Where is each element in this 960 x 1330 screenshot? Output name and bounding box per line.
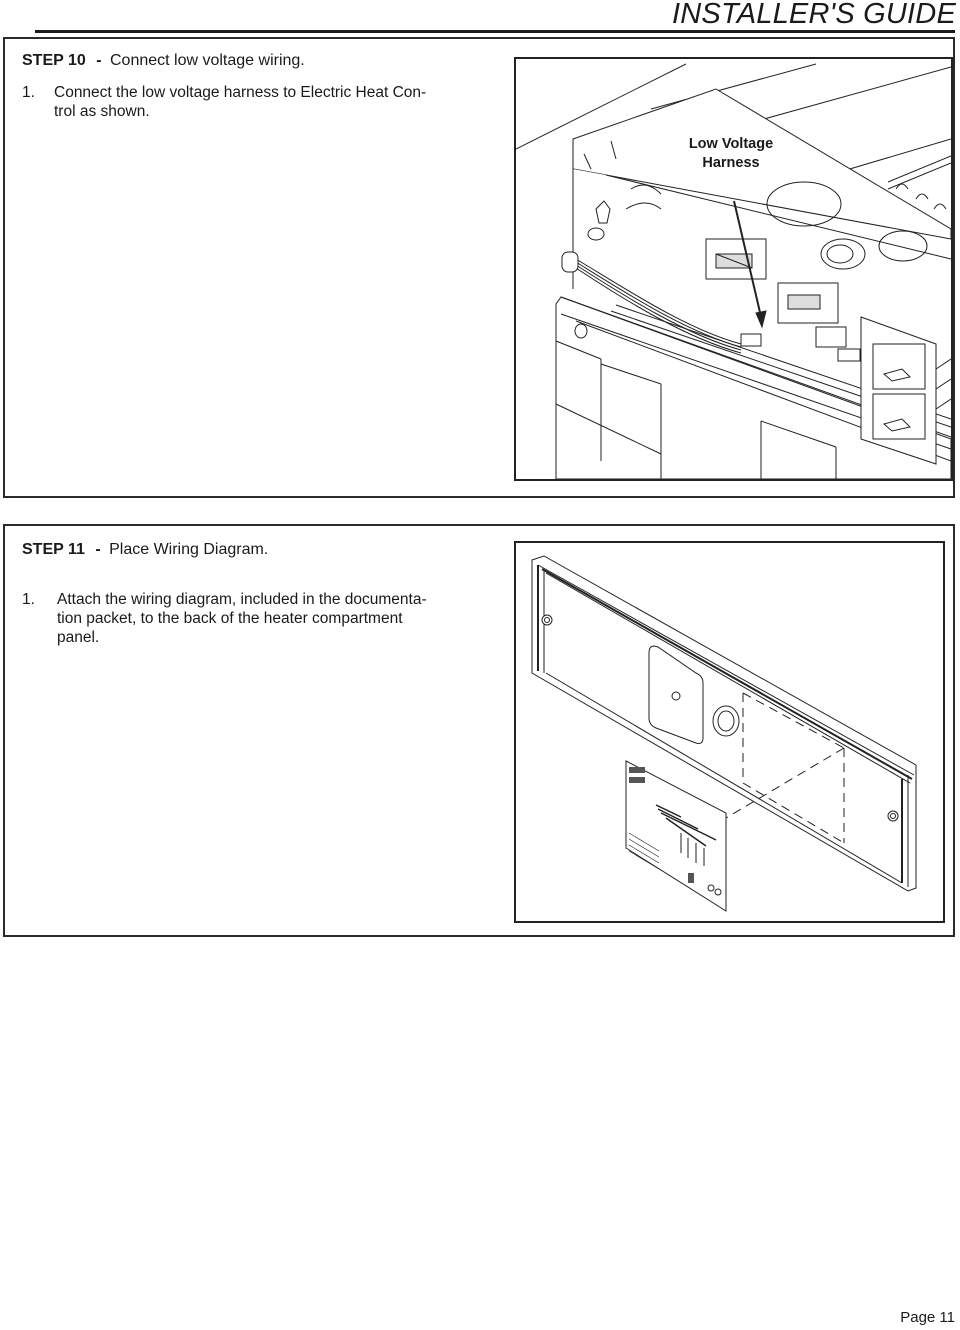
step-10-separator: - xyxy=(96,52,102,69)
item-text xyxy=(54,83,426,121)
item-number: 1. xyxy=(22,84,35,101)
item-line: tion packet, to the back of the heater compartment xyxy=(57,610,403,627)
unit-drawing xyxy=(516,59,951,479)
item-number: 1. xyxy=(22,591,35,608)
step-10-title: Connect low voltage wiring. xyxy=(109,52,305,69)
panel-drawing xyxy=(516,543,943,921)
item-line: Connect the low voltage harness to Electric Heat Con- xyxy=(54,84,427,101)
step-11-heading xyxy=(22,541,268,559)
page-number: Page 11 xyxy=(900,1309,955,1326)
step-11-separator: - xyxy=(95,541,101,558)
item-line: trol as shown. xyxy=(54,103,150,120)
electric-heat-control-illustration xyxy=(514,57,953,481)
step-10-section xyxy=(3,37,955,498)
heater-compartment-panel-illustration xyxy=(514,541,945,923)
header-rule xyxy=(35,30,955,33)
item-line: panel. xyxy=(57,629,100,646)
item-text xyxy=(57,590,427,647)
step-11-section xyxy=(3,524,955,937)
step-11-label: STEP 11 xyxy=(22,541,85,558)
callout-line: Low Voltage xyxy=(688,136,774,152)
step-10-heading xyxy=(22,52,305,70)
callout-line: Harness xyxy=(702,155,760,171)
step-10-label: STEP 10 xyxy=(22,52,86,69)
document-title: INSTALLER'S GUIDE xyxy=(672,0,956,30)
step-11-title: Place Wiring Diagram. xyxy=(109,541,269,558)
low-voltage-harness-callout xyxy=(676,135,786,173)
item-line: Attach the wiring diagram, included in the documenta- xyxy=(57,591,427,608)
